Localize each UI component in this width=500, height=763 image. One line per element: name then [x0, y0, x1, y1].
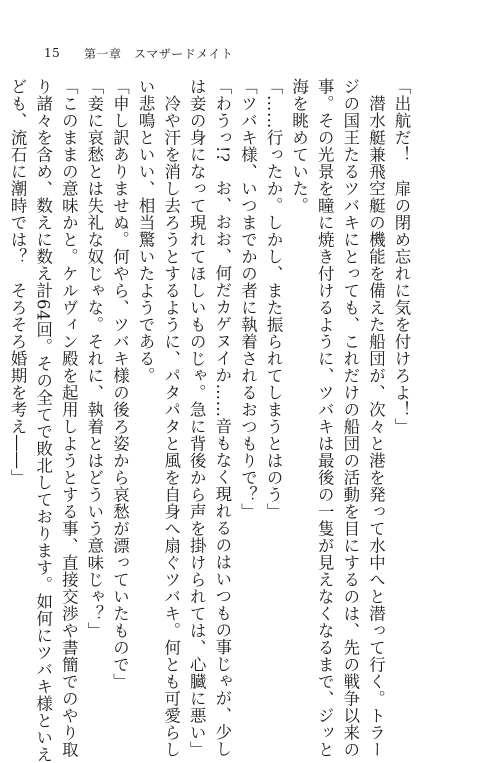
chapter-title: 第一章 スマザードメイト — [84, 46, 234, 61]
text-line: 「わうっ!? お、おお、何だカゲヌイか……音もなく現れるのはいつもの事じゃが、少し — [212, 78, 232, 758]
text-line: 「出航だ！ 扉の閉め忘れに気を付けろよ！」 — [392, 78, 411, 435]
text-line: り諸々を含め、数えに数え計64回。その全てで敗北しております。如何にツバキ様といえ — [33, 78, 53, 763]
text-line: 冷や汗を消し去ろうとするように、パタパタと風を自身へ扇ぐツバキ。何とも可愛らし — [161, 78, 181, 758]
text-line: 「申し訳ありませぬ。何やら、ツバキ様の後ろ姿から哀愁が漂っていたもので」 — [110, 78, 130, 690]
text-line: ども、流石に潮時では？ そろそろ婚期を考え――」 — [8, 78, 28, 486]
text-line: ジの国王たるツバキにとっても、これだけの船団の活動を目にするのは、先の戦争以来の — [340, 78, 360, 758]
text-line: い悲鳴といい、相当驚いたようである。 — [136, 78, 156, 384]
text-line: 潜水艇兼飛空艇の機能を備えた船団が、次々と港を発って水中へと潜って行く。トラー — [366, 78, 386, 758]
text-line: 「妾に哀愁とは失礼な奴じゃな。それに、執着とはどういう意味じゃ？」 — [84, 78, 104, 639]
body-text — [5, 78, 415, 763]
text-line: 事。その光景を瞳に焼き付けるように、ツバキは最後の一隻が見えなくなるまで、ジッと — [315, 78, 335, 758]
text-line: 「ツバキ様、いつまでかの者に執着されるおつもりで？」 — [238, 78, 258, 520]
page-number: 15 — [44, 46, 61, 60]
text-line: 海を眺めていた。 — [289, 78, 309, 214]
text-line: 「このままの意味かと。ケルヴィン殿を起用しようとする事、直接交渉や書簡でのやり取 — [59, 78, 79, 758]
text-line: 「……行ったか。しかし、また振られてしまうとはのう」 — [264, 78, 284, 520]
text-line: は妾の身になって現れてほしいものじゃ。急に背後から声を掛けられては、心臓に悪い」 — [187, 78, 207, 758]
